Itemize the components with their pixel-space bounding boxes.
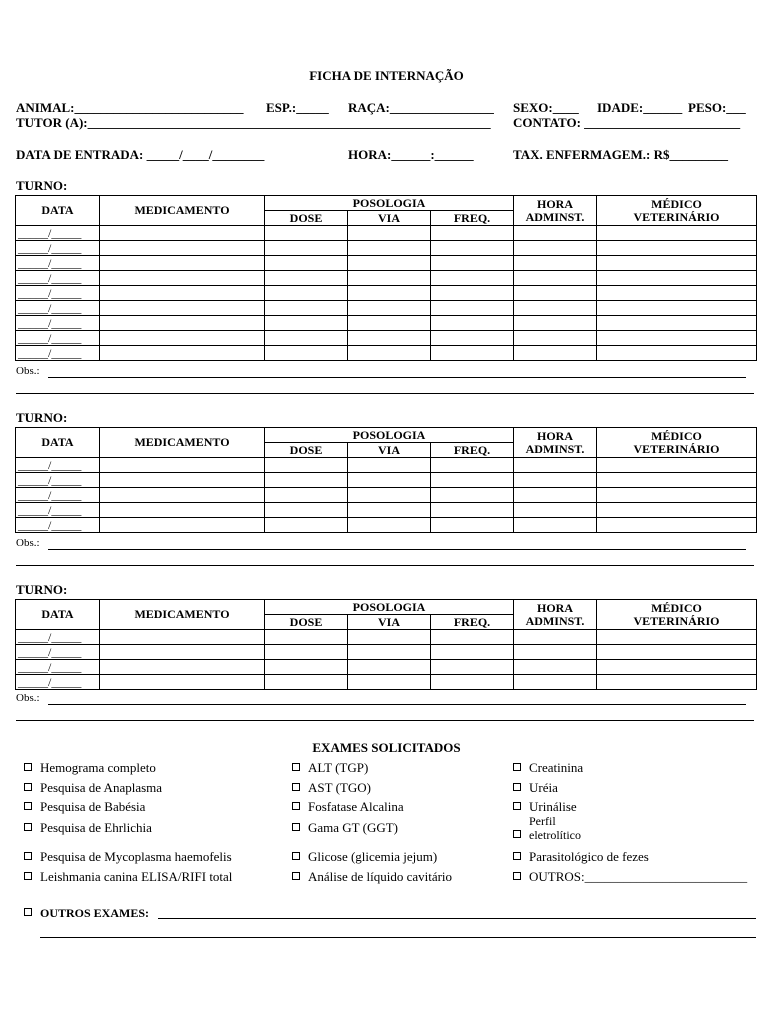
via-cell[interactable] bbox=[348, 331, 431, 346]
hora-cell[interactable] bbox=[514, 346, 597, 361]
col-header-dose: DOSE bbox=[265, 615, 348, 630]
col-header-medicamento: MEDICAMENTO bbox=[100, 196, 265, 226]
via-cell[interactable] bbox=[348, 630, 431, 645]
checkbox-icon[interactable] bbox=[24, 908, 32, 916]
via-cell[interactable] bbox=[348, 675, 431, 690]
dose-cell[interactable] bbox=[265, 301, 348, 316]
hora-cell[interactable] bbox=[514, 660, 597, 675]
dose-cell[interactable] bbox=[265, 271, 348, 286]
freq-cell[interactable] bbox=[431, 473, 514, 488]
hora-cell[interactable] bbox=[514, 488, 597, 503]
medicamento-cell[interactable] bbox=[100, 286, 265, 301]
checkbox-icon[interactable] bbox=[513, 852, 521, 860]
medico-label: MÉDICO bbox=[651, 600, 702, 615]
turno-label: TURNO: bbox=[16, 410, 68, 425]
col-header-via: VIA bbox=[348, 443, 431, 458]
medico-cell[interactable] bbox=[597, 660, 757, 675]
outros-exames-label: OUTROS EXAMES: bbox=[40, 906, 150, 920]
dose-cell[interactable] bbox=[265, 473, 348, 488]
col-header-posologia: POSOLOGIA bbox=[265, 196, 514, 211]
via-cell[interactable] bbox=[348, 256, 431, 271]
exam-label: Hemograma completo bbox=[40, 760, 156, 775]
exam-checkbox[interactable] bbox=[24, 760, 156, 776]
table-row bbox=[16, 630, 757, 645]
col-header-via: VIA bbox=[348, 211, 431, 226]
medicamento-cell[interactable] bbox=[100, 518, 265, 533]
obs-line-2[interactable] bbox=[16, 393, 754, 394]
date-cell[interactable]: _____/_____ bbox=[16, 458, 100, 473]
table-row bbox=[16, 331, 757, 346]
via-cell[interactable] bbox=[348, 286, 431, 301]
dose-cell[interactable] bbox=[265, 286, 348, 301]
obs-label: Obs.: bbox=[16, 365, 40, 377]
raca-field[interactable]: RAÇA:________________ bbox=[348, 100, 494, 115]
date-cell[interactable]: _____/_____ bbox=[16, 645, 100, 660]
obs-line[interactable] bbox=[48, 704, 746, 705]
via-cell[interactable] bbox=[348, 316, 431, 331]
exam-label: Parasitológico de fezes bbox=[529, 849, 649, 864]
freq-cell[interactable] bbox=[431, 286, 514, 301]
freq-cell[interactable] bbox=[431, 630, 514, 645]
col-header-posologia: POSOLOGIA bbox=[265, 428, 514, 443]
col-header-medicamento: MEDICAMENTO bbox=[100, 428, 265, 458]
turno-label: TURNO: bbox=[16, 582, 68, 597]
medicamento-cell[interactable] bbox=[100, 301, 265, 316]
exam-checkbox[interactable] bbox=[24, 849, 232, 865]
medicamento-cell[interactable] bbox=[100, 241, 265, 256]
exam-checkbox[interactable] bbox=[513, 849, 649, 865]
hora-cell[interactable] bbox=[514, 271, 597, 286]
freq-cell[interactable] bbox=[431, 301, 514, 316]
date-cell[interactable]: _____/_____ bbox=[16, 286, 100, 301]
exam-checkbox[interactable] bbox=[513, 814, 599, 843]
col-header-medico-veterinario bbox=[597, 428, 757, 458]
hora-label: HORA bbox=[537, 428, 573, 443]
dose-cell[interactable] bbox=[265, 346, 348, 361]
table-row bbox=[16, 503, 757, 518]
medico-cell[interactable] bbox=[597, 488, 757, 503]
via-cell[interactable] bbox=[348, 346, 431, 361]
dose-cell[interactable] bbox=[265, 488, 348, 503]
hora-cell[interactable] bbox=[514, 473, 597, 488]
hora-cell[interactable] bbox=[514, 331, 597, 346]
obs-label: Obs.: bbox=[16, 692, 40, 704]
checkbox-icon[interactable] bbox=[513, 763, 521, 771]
dose-cell[interactable] bbox=[265, 316, 348, 331]
exam-checkbox[interactable] bbox=[513, 780, 558, 796]
medicamento-cell[interactable] bbox=[100, 630, 265, 645]
col-header-medicamento: MEDICAMENTO bbox=[100, 600, 265, 630]
exam-label: Análise de líquido cavitário bbox=[308, 869, 453, 884]
freq-cell[interactable] bbox=[431, 346, 514, 361]
adminst-label: ADMINST. bbox=[525, 209, 585, 224]
outros-exames-line-1[interactable] bbox=[158, 918, 756, 919]
medicamento-cell[interactable] bbox=[100, 346, 265, 361]
table-row bbox=[16, 675, 757, 690]
medico-cell[interactable] bbox=[597, 645, 757, 660]
exam-checkbox[interactable] bbox=[292, 849, 437, 865]
medico-cell[interactable] bbox=[597, 473, 757, 488]
outros-exames-line-2[interactable] bbox=[40, 937, 756, 938]
date-cell[interactable]: _____/_____ bbox=[16, 271, 100, 286]
col-header-freq: FREQ. bbox=[431, 443, 514, 458]
via-cell[interactable] bbox=[348, 473, 431, 488]
exam-label: Urinálise bbox=[529, 799, 577, 814]
medico-cell[interactable] bbox=[597, 271, 757, 286]
exams-title: EXAMES SOLICITADOS bbox=[312, 740, 461, 755]
exam-label: Creatinina bbox=[529, 760, 584, 775]
checkbox-icon[interactable] bbox=[24, 763, 32, 771]
freq-cell[interactable] bbox=[431, 316, 514, 331]
dose-cell[interactable] bbox=[265, 331, 348, 346]
medicamento-cell[interactable] bbox=[100, 660, 265, 675]
table-row bbox=[16, 473, 757, 488]
hora-cell[interactable] bbox=[514, 645, 597, 660]
medico-cell[interactable] bbox=[597, 331, 757, 346]
exam-checkbox[interactable] bbox=[292, 760, 368, 776]
animal-field[interactable]: ANIMAL:__________________________ bbox=[16, 100, 244, 115]
exam-checkbox[interactable] bbox=[24, 799, 145, 815]
table-row bbox=[16, 518, 757, 533]
medicamento-cell[interactable] bbox=[100, 331, 265, 346]
medico-label: MÉDICO bbox=[651, 196, 702, 211]
table-row bbox=[16, 645, 757, 660]
exam-label: ALT (TGP) bbox=[308, 760, 369, 775]
exam-label: Leishmania canina ELISA/RIFI total bbox=[40, 869, 233, 884]
checkbox-icon[interactable] bbox=[292, 763, 300, 771]
col-header-dose: DOSE bbox=[265, 211, 348, 226]
via-cell[interactable] bbox=[348, 226, 431, 241]
via-cell[interactable] bbox=[348, 503, 431, 518]
table-row bbox=[16, 286, 757, 301]
medicamento-cell[interactable] bbox=[100, 256, 265, 271]
col-header-hora-adminst bbox=[514, 196, 597, 226]
checkbox-icon[interactable] bbox=[292, 783, 300, 791]
obs-label: Obs.: bbox=[16, 537, 40, 549]
hora-cell[interactable] bbox=[514, 241, 597, 256]
checkbox-icon[interactable] bbox=[513, 783, 521, 791]
col-header-hora-adminst bbox=[514, 428, 597, 458]
dose-cell[interactable] bbox=[265, 226, 348, 241]
medicamento-cell[interactable] bbox=[100, 271, 265, 286]
col-header-freq: FREQ. bbox=[431, 211, 514, 226]
exam-label: OUTROS:_________________________ bbox=[529, 869, 748, 884]
medicamento-cell[interactable] bbox=[100, 473, 265, 488]
medico-cell[interactable] bbox=[597, 316, 757, 331]
date-cell[interactable]: _____/_____ bbox=[16, 241, 100, 256]
medicamento-cell[interactable] bbox=[100, 503, 265, 518]
freq-cell[interactable] bbox=[431, 675, 514, 690]
date-cell[interactable]: _____/_____ bbox=[16, 473, 100, 488]
freq-cell[interactable] bbox=[431, 241, 514, 256]
checkbox-icon[interactable] bbox=[513, 830, 521, 838]
contato-field[interactable]: CONTATO: ________________________ bbox=[513, 115, 741, 130]
date-cell[interactable]: _____/_____ bbox=[16, 488, 100, 503]
outros-exames-checkbox[interactable] bbox=[24, 906, 149, 921]
via-cell[interactable] bbox=[348, 271, 431, 286]
exam-checkbox[interactable] bbox=[292, 780, 371, 796]
hora-field[interactable]: HORA:______:______ bbox=[348, 147, 474, 162]
date-cell[interactable]: _____/_____ bbox=[16, 660, 100, 675]
freq-cell[interactable] bbox=[431, 226, 514, 241]
checkbox-icon[interactable] bbox=[24, 802, 32, 810]
date-cell[interactable]: _____/_____ bbox=[16, 316, 100, 331]
medicamento-cell[interactable] bbox=[100, 226, 265, 241]
hora-cell[interactable] bbox=[514, 316, 597, 331]
medico-cell[interactable] bbox=[597, 630, 757, 645]
exam-label: Fosfatase Alcalina bbox=[308, 799, 404, 814]
veterinario-label: VETERINÁRIO bbox=[633, 209, 720, 224]
hora-cell[interactable] bbox=[514, 518, 597, 533]
hora-cell[interactable] bbox=[514, 286, 597, 301]
hora-cell[interactable] bbox=[514, 301, 597, 316]
dose-cell[interactable] bbox=[265, 503, 348, 518]
date-cell[interactable]: _____/_____ bbox=[16, 256, 100, 271]
table-row bbox=[16, 346, 757, 361]
exam-checkbox[interactable] bbox=[292, 869, 452, 885]
freq-cell[interactable] bbox=[431, 256, 514, 271]
checkbox-icon[interactable] bbox=[24, 823, 32, 831]
medico-cell[interactable] bbox=[597, 503, 757, 518]
via-cell[interactable] bbox=[348, 645, 431, 660]
dose-cell[interactable] bbox=[265, 241, 348, 256]
table-row bbox=[16, 488, 757, 503]
date-cell[interactable]: _____/_____ bbox=[16, 503, 100, 518]
dose-cell[interactable] bbox=[265, 660, 348, 675]
checkbox-icon[interactable] bbox=[292, 852, 300, 860]
exam-label: Pesquisa de Babésia bbox=[40, 799, 146, 814]
veterinario-label: VETERINÁRIO bbox=[633, 441, 720, 456]
dose-cell[interactable] bbox=[265, 645, 348, 660]
checkbox-icon[interactable] bbox=[513, 802, 521, 810]
col-header-posologia: POSOLOGIA bbox=[265, 600, 514, 615]
medico-cell[interactable] bbox=[597, 518, 757, 533]
freq-cell[interactable] bbox=[431, 488, 514, 503]
exam-label: Pesquisa de Mycoplasma haemofelis bbox=[40, 849, 232, 864]
hora-label: HORA bbox=[537, 600, 573, 615]
dose-cell[interactable] bbox=[265, 675, 348, 690]
exam-checkbox[interactable] bbox=[513, 869, 747, 885]
peso-field[interactable]: PESO:___ bbox=[688, 100, 746, 115]
exam-checkbox[interactable] bbox=[24, 820, 152, 836]
checkbox-icon[interactable] bbox=[24, 872, 32, 880]
via-cell[interactable] bbox=[348, 241, 431, 256]
adminst-label: ADMINST. bbox=[525, 441, 585, 456]
medico-cell[interactable] bbox=[597, 301, 757, 316]
freq-cell[interactable] bbox=[431, 458, 514, 473]
date-cell[interactable]: _____/_____ bbox=[16, 675, 100, 690]
dose-cell[interactable] bbox=[265, 518, 348, 533]
checkbox-icon[interactable] bbox=[513, 872, 521, 880]
data-entrada-field[interactable]: DATA DE ENTRADA: _____/____/________ bbox=[16, 147, 265, 162]
date-cell[interactable]: _____/_____ bbox=[16, 346, 100, 361]
date-cell[interactable]: _____/_____ bbox=[16, 301, 100, 316]
veterinario-label: VETERINÁRIO bbox=[633, 613, 720, 628]
sexo-field[interactable]: SEXO:____ bbox=[513, 100, 579, 115]
freq-cell[interactable] bbox=[431, 271, 514, 286]
exam-checkbox[interactable] bbox=[24, 869, 232, 885]
turno-label: TURNO: bbox=[16, 178, 68, 193]
exam-label: AST (TGO) bbox=[308, 780, 371, 795]
via-cell[interactable] bbox=[348, 518, 431, 533]
hora-cell[interactable] bbox=[514, 503, 597, 518]
table-row bbox=[16, 660, 757, 675]
table-row bbox=[16, 301, 757, 316]
exam-label: Perfil eletrolítico bbox=[529, 814, 581, 842]
table-row bbox=[16, 271, 757, 286]
date-cell[interactable]: _____/_____ bbox=[16, 226, 100, 241]
via-cell[interactable] bbox=[348, 660, 431, 675]
exam-label: Pesquisa de Anaplasma bbox=[40, 780, 163, 795]
hora-cell[interactable] bbox=[514, 226, 597, 241]
exam-label: Pesquisa de Ehrlichia bbox=[40, 820, 152, 835]
medico-cell[interactable] bbox=[597, 675, 757, 690]
col-header-medico-veterinario bbox=[597, 600, 757, 630]
freq-cell[interactable] bbox=[431, 645, 514, 660]
hora-cell[interactable] bbox=[514, 458, 597, 473]
medication-grid bbox=[15, 195, 757, 361]
obs-line-2[interactable] bbox=[16, 720, 754, 721]
idade-field[interactable]: IDADE:______ bbox=[597, 100, 683, 115]
dose-cell[interactable] bbox=[265, 256, 348, 271]
date-cell[interactable]: _____/_____ bbox=[16, 331, 100, 346]
medicamento-cell[interactable] bbox=[100, 458, 265, 473]
exam-checkbox[interactable] bbox=[513, 760, 583, 776]
table-row bbox=[16, 241, 757, 256]
col-header-via: VIA bbox=[348, 615, 431, 630]
medication-grid bbox=[15, 599, 757, 690]
page-title: FICHA DE INTERNAÇÃO bbox=[309, 68, 464, 83]
exam-label: Glicose (glicemia jejum) bbox=[308, 849, 438, 864]
exam-label: Gama GT (GGT) bbox=[308, 820, 399, 835]
exam-checkbox[interactable] bbox=[292, 799, 404, 815]
checkbox-icon[interactable] bbox=[24, 852, 32, 860]
col-header-freq: FREQ. bbox=[431, 615, 514, 630]
exam-checkbox[interactable] bbox=[292, 820, 398, 836]
col-header-hora-adminst bbox=[514, 600, 597, 630]
checkbox-icon[interactable] bbox=[292, 823, 300, 831]
tax-enfermagem-field[interactable]: TAX. ENFERMAGEM.: R$_________ bbox=[513, 147, 728, 162]
freq-cell[interactable] bbox=[431, 331, 514, 346]
hora-cell[interactable] bbox=[514, 256, 597, 271]
hora-cell[interactable] bbox=[514, 630, 597, 645]
obs-line-2[interactable] bbox=[16, 565, 754, 566]
col-header-medico-veterinario bbox=[597, 196, 757, 226]
medico-cell[interactable] bbox=[597, 226, 757, 241]
col-header-dose: DOSE bbox=[265, 443, 348, 458]
medico-cell[interactable] bbox=[597, 256, 757, 271]
medico-cell[interactable] bbox=[597, 346, 757, 361]
checkbox-icon[interactable] bbox=[292, 802, 300, 810]
dose-cell[interactable] bbox=[265, 458, 348, 473]
medico-cell[interactable] bbox=[597, 241, 757, 256]
table-row bbox=[16, 256, 757, 271]
medicamento-cell[interactable] bbox=[100, 316, 265, 331]
obs-line[interactable] bbox=[48, 377, 746, 378]
freq-cell[interactable] bbox=[431, 518, 514, 533]
medicamento-cell[interactable] bbox=[100, 675, 265, 690]
exam-label: Uréia bbox=[529, 780, 558, 795]
tutor-field[interactable]: TUTOR (A):______________________________________________________________ bbox=[16, 115, 491, 130]
via-cell[interactable] bbox=[348, 488, 431, 503]
dose-cell[interactable] bbox=[265, 630, 348, 645]
table-row bbox=[16, 458, 757, 473]
table-row bbox=[16, 226, 757, 241]
adminst-label: ADMINST. bbox=[525, 613, 585, 628]
esp-field[interactable]: ESP.:_____ bbox=[266, 100, 329, 115]
col-header-data: DATA bbox=[16, 428, 100, 458]
medico-cell[interactable] bbox=[597, 458, 757, 473]
date-cell[interactable]: _____/_____ bbox=[16, 630, 100, 645]
exam-checkbox[interactable] bbox=[24, 780, 162, 796]
freq-cell[interactable] bbox=[431, 503, 514, 518]
via-cell[interactable] bbox=[348, 301, 431, 316]
medicamento-cell[interactable] bbox=[100, 645, 265, 660]
hora-cell[interactable] bbox=[514, 675, 597, 690]
col-header-data: DATA bbox=[16, 196, 100, 226]
exam-checkbox[interactable] bbox=[513, 799, 577, 815]
checkbox-icon[interactable] bbox=[24, 783, 32, 791]
freq-cell[interactable] bbox=[431, 660, 514, 675]
date-cell[interactable]: _____/_____ bbox=[16, 518, 100, 533]
col-header-data: DATA bbox=[16, 600, 100, 630]
medico-label: MÉDICO bbox=[651, 428, 702, 443]
table-row bbox=[16, 316, 757, 331]
medication-grid bbox=[15, 427, 757, 533]
medico-cell[interactable] bbox=[597, 286, 757, 301]
via-cell[interactable] bbox=[348, 458, 431, 473]
obs-line[interactable] bbox=[48, 549, 746, 550]
medicamento-cell[interactable] bbox=[100, 488, 265, 503]
checkbox-icon[interactable] bbox=[292, 872, 300, 880]
hora-label: HORA bbox=[537, 196, 573, 211]
